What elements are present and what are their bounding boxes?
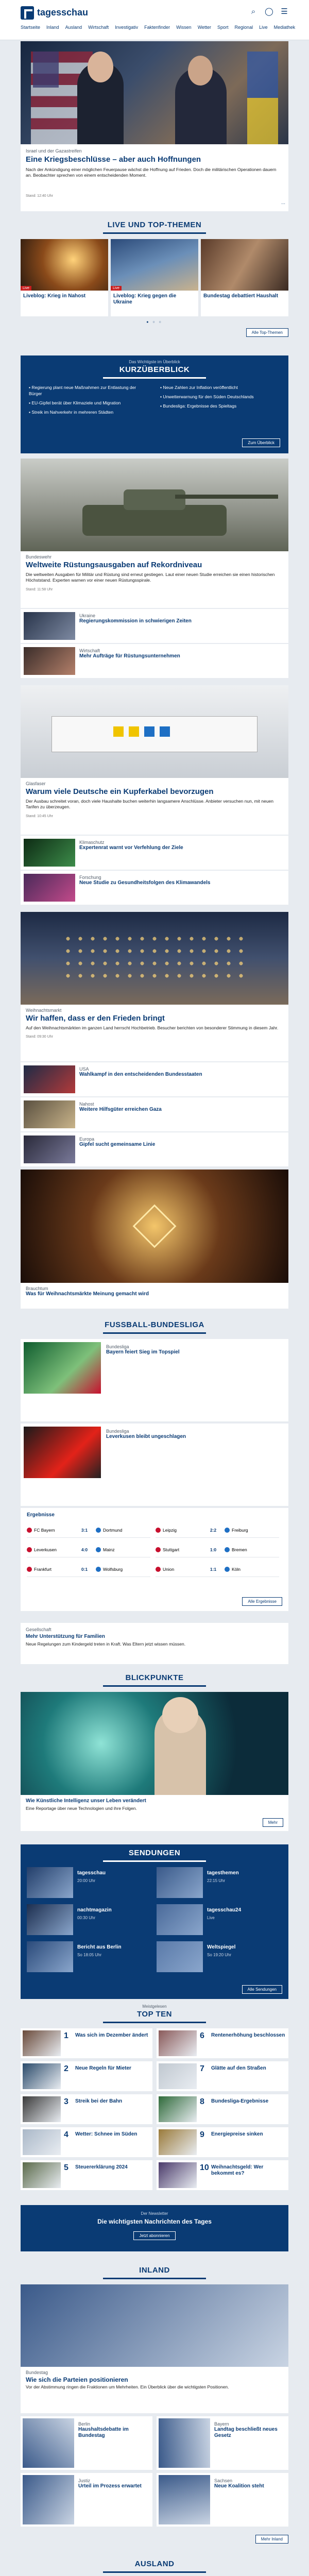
nav-item[interactable]: Sport xyxy=(217,25,229,30)
away-team: Bremen xyxy=(232,1547,247,1552)
ausland-heading: AUSLAND xyxy=(103,2555,206,2573)
blickpunkte-section xyxy=(21,1669,288,1839)
brief-col-right xyxy=(160,385,281,410)
topten-title: Rentenerhöhung beschlossen xyxy=(211,2032,285,2038)
brief-item[interactable]: ▪ Streik im Nahverkehr in mehreren Städten xyxy=(29,409,114,415)
topten-item[interactable] xyxy=(21,2160,152,2190)
topten-image xyxy=(159,2063,197,2089)
sendung-image xyxy=(27,1941,73,1972)
topten-rank: 6 xyxy=(200,2031,204,2040)
net-text: Der Ausbau schreitet voran, doch viele Haushalte buchen weiterhin langsamere Anschlüsse. Anbieter versuchen nun, mit neuen Tarifen zu überzeugen. xyxy=(26,799,274,810)
sub-topline: Justiz xyxy=(78,2478,91,2483)
topten-rank: 7 xyxy=(200,2064,204,2073)
sub-image xyxy=(23,2418,74,2468)
away-team: Wolfsburg xyxy=(103,1566,123,1572)
sendung-item[interactable] xyxy=(157,1941,282,1974)
live-title[interactable]: Liveblog: Krieg gegen die Ukraine xyxy=(113,293,177,305)
christmas-teaser[interactable] xyxy=(21,912,288,1061)
topten-image xyxy=(23,2129,61,2155)
blickpunkt-title[interactable]: Wie Künstliche Intelligenz unser Leben verändert xyxy=(26,1798,146,1804)
topten-item[interactable] xyxy=(21,2127,152,2157)
club-icon xyxy=(96,1547,101,1552)
hero-teaser[interactable] xyxy=(21,41,288,211)
topten-image xyxy=(23,2162,61,2188)
sendung-name: Weltspiegel xyxy=(207,1944,236,1950)
sendung-name: tagesschau24 xyxy=(207,1907,242,1913)
nav-item[interactable]: Startseite xyxy=(21,25,41,30)
result-row[interactable] xyxy=(156,1562,279,1577)
hero-topline: Israel und der Gazastreifen xyxy=(26,148,82,154)
topten-title: Neue Regeln für Mieter xyxy=(75,2065,131,2071)
club-icon xyxy=(27,1547,32,1552)
topten-title: Wetter: Schnee im Süden xyxy=(75,2131,138,2137)
away-team: Mainz xyxy=(103,1547,115,1552)
nav-item[interactable]: Wirtschaft xyxy=(88,25,109,30)
inland-sub-teaser[interactable] xyxy=(21,2473,152,2527)
mil-sub-teaser[interactable] xyxy=(21,644,288,678)
nav-item[interactable]: Live xyxy=(259,25,268,30)
sendung-image xyxy=(157,1941,203,1972)
newsletter-box xyxy=(21,2205,288,2251)
sub-topline: Nahost xyxy=(79,1101,94,1107)
brief-item[interactable]: ▪ Neue Zahlen zur Inflation veröffentlicht xyxy=(160,385,238,390)
football-section xyxy=(21,1316,288,1620)
inland-heading: INLAND xyxy=(103,2262,206,2279)
xmas-title[interactable]: Wir haffen, dass er den Frieden bringt xyxy=(26,1014,165,1023)
net-sub-teaser[interactable] xyxy=(21,871,288,905)
net-sub-teaser[interactable] xyxy=(21,836,288,870)
home-team: Frankfurt xyxy=(34,1566,52,1572)
sub-image xyxy=(159,2475,210,2524)
live-image xyxy=(111,239,198,291)
xmas-big-teaser[interactable] xyxy=(21,1170,288,1309)
net-sub-image xyxy=(24,839,75,867)
sendungen-button[interactable]: Alle Sendungen xyxy=(242,1985,283,1994)
football-image xyxy=(24,1342,101,1394)
topten-item[interactable] xyxy=(21,2094,152,2124)
away-team: Dortmund xyxy=(103,1527,123,1533)
score: 4:0 xyxy=(81,1547,88,1552)
logo-text: tagesschau xyxy=(37,7,89,18)
topten-image xyxy=(159,2129,197,2155)
live-heading: LIVE UND TOP-THEMEN xyxy=(103,216,206,234)
topten-item[interactable] xyxy=(21,2028,152,2058)
main-nav xyxy=(21,25,296,30)
topten-image xyxy=(159,2162,197,2188)
hero-image xyxy=(21,41,288,144)
score: 0:1 xyxy=(81,1566,88,1572)
result-row[interactable] xyxy=(27,1522,150,1538)
home-team: Stuttgart xyxy=(163,1547,180,1552)
router-image xyxy=(21,685,288,778)
football-title[interactable]: Leverkusen bleibt ungeschlagen xyxy=(106,1434,186,1439)
live-badge: Live xyxy=(111,286,122,291)
inland-sub-teaser[interactable] xyxy=(157,2473,288,2527)
sendung-time: So 19:20 Uhr xyxy=(207,1953,232,1957)
home-team: Leverkusen xyxy=(34,1547,57,1552)
sendung-name: tagesschau xyxy=(77,1870,106,1876)
score: 2:2 xyxy=(210,1527,217,1533)
topten-image xyxy=(23,2030,61,2056)
site-logo[interactable] xyxy=(21,6,88,20)
net-topline: Glasfaser xyxy=(26,781,46,786)
live-item[interactable] xyxy=(201,239,288,316)
club-icon xyxy=(96,1567,101,1572)
carousel-dots[interactable]: ● ○ ○ xyxy=(146,320,163,324)
topten-item[interactable] xyxy=(157,2127,288,2157)
brief-col-left xyxy=(29,385,150,416)
military-teaser[interactable] xyxy=(21,459,288,608)
nav-item[interactable]: Wetter xyxy=(197,25,212,30)
mil-topline: Bundeswehr xyxy=(26,554,52,560)
newsletter-title: Die wichtigsten Nachrichten des Tages xyxy=(97,2218,212,2225)
network-teaser[interactable] xyxy=(21,685,288,835)
brief-topline: Das Wichtigste im Überblick xyxy=(129,360,180,364)
home-team: FC Bayern xyxy=(34,1527,55,1533)
sendung-name: tagesthemen xyxy=(207,1870,239,1876)
family-topline: Gesellschaft xyxy=(26,1627,52,1632)
football-heading: FUSSBALL-BUNDESLIGA xyxy=(103,1316,206,1334)
sendung-time: So 18:05 Uhr xyxy=(77,1953,102,1957)
topten-title: Bundesliga-Ergebnisse xyxy=(211,2098,269,2104)
ausland-section xyxy=(21,2555,288,2576)
sendung-image xyxy=(157,1904,203,1935)
sendung-item[interactable] xyxy=(27,1904,152,1937)
sendung-time: Live xyxy=(207,1916,215,1920)
topten-title: Was sich im Dezember ändert xyxy=(75,2032,148,2038)
football-topline: Bundesliga xyxy=(106,1429,129,1434)
share-icon[interactable]: ⋯ xyxy=(281,201,285,206)
away-team: Köln xyxy=(232,1566,241,1572)
topten-image xyxy=(23,2063,61,2089)
results-table xyxy=(21,1508,288,1611)
xmas-sub-image xyxy=(24,1136,75,1163)
club-icon xyxy=(96,1528,101,1533)
sub-title[interactable]: Neue Koalition steht xyxy=(214,2483,264,2489)
brief-item[interactable]: ▪ Bundesliga: Ergebnisse des Spieltags xyxy=(160,403,237,409)
sub-topline: Europa xyxy=(79,1137,95,1142)
xmas-sub-image xyxy=(24,1065,75,1093)
sendung-item[interactable] xyxy=(27,1867,152,1900)
all-results-button[interactable]: Alle Ergebnisse xyxy=(242,1597,282,1606)
live-item[interactable] xyxy=(21,239,108,316)
mil-text: Die weltweiten Ausgaben für Militär und Rüstung sind erneut gestiegen. Laut einer neuen Studie erreichen sie einen historischen Höchststand. Experten warnen vor einer neuen Rüstungsspirale. xyxy=(26,572,275,583)
sendung-image xyxy=(27,1904,73,1935)
topten-rank: 10 xyxy=(200,2163,209,2172)
search-icon[interactable]: ⌕ xyxy=(251,7,256,16)
nav-item[interactable]: Mediathek xyxy=(273,25,296,30)
family-title[interactable]: Mehr Unterstützung für Familien xyxy=(26,1634,105,1639)
blickpunkt-text: Eine Reportage über neue Technologien und ihre Folgen. xyxy=(26,1806,137,1811)
sub-topline: Klimaschutz xyxy=(79,840,105,845)
net-time: Stand: 10:45 Uhr xyxy=(26,814,53,818)
sub-title[interactable]: Expertenrat warnt vor Verfehlung der Ziele xyxy=(79,845,183,851)
newsletter-topline: Der Newsletter xyxy=(141,2211,168,2216)
brief-heading: KURZÜBERBLICK xyxy=(103,364,206,379)
topten-rank: 5 xyxy=(64,2163,68,2172)
brief-item[interactable]: ▪ Unwetterwarnung für den Süden Deutschlands xyxy=(160,394,254,399)
topten-rank: 1 xyxy=(64,2031,68,2040)
lead-text: Vor der Abstimmung ringen die Fraktionen um Mehrheiten. Ein Überblick über die wichtigsten Positionen. xyxy=(26,2384,229,2390)
topten-title: Energiepreise sinken xyxy=(211,2131,263,2137)
hero-time: Stand: 12:40 Uhr xyxy=(26,194,53,198)
tank-image xyxy=(21,459,288,551)
blickpunkt-image xyxy=(21,1692,288,1795)
sendung-name: Bericht aus Berlin xyxy=(77,1944,122,1950)
football-image xyxy=(24,1427,101,1478)
brief-button[interactable]: Zum Überblick xyxy=(242,438,280,447)
blickpunkt-teaser[interactable] xyxy=(21,1692,288,1831)
topten-rank: 8 xyxy=(200,2097,204,2106)
blickpunkte-heading: BLICKPUNKTE xyxy=(103,1669,206,1687)
sub-image xyxy=(23,2475,74,2524)
nav-item[interactable]: Inland xyxy=(46,25,59,30)
hero-title[interactable]: Eine Kriegsbeschlüsse – aber auch Hoffnungen xyxy=(26,155,201,164)
sub-image xyxy=(159,2418,210,2468)
sendung-name: nachtmagazin xyxy=(77,1907,112,1913)
live-title[interactable]: Bundestag debattiert Haushalt xyxy=(203,293,279,299)
topten-rank: 2 xyxy=(64,2064,68,2073)
xmas-sub-teaser[interactable] xyxy=(21,1132,288,1166)
topten-image xyxy=(159,2030,197,2056)
sub-title[interactable]: Urteil im Prozess erwartet xyxy=(78,2483,142,2489)
net-sub-image xyxy=(24,874,75,902)
xmas-text: Auf den Weihnachtsmärkten im ganzen Land herrscht Hochbetrieb. Besucher berichten von besonderer Stimmung in diesem Jahr. xyxy=(26,1025,279,1030)
net-title[interactable]: Warum viele Deutsche ein Kupferkabel bevorzugen xyxy=(26,787,214,796)
club-icon xyxy=(225,1547,230,1552)
xmas-sub-image xyxy=(24,1100,75,1128)
topten-rank: 4 xyxy=(64,2130,68,2139)
xmas-sub-teaser[interactable] xyxy=(21,1062,288,1096)
sub-title[interactable]: Gipfel sucht gemeinsame Linie xyxy=(79,1142,156,1147)
club-icon xyxy=(225,1567,230,1572)
score: 1:1 xyxy=(210,1566,217,1572)
topten-item[interactable] xyxy=(157,2160,288,2190)
topten-item[interactable] xyxy=(157,2061,288,2091)
mil-sub-image xyxy=(24,647,75,675)
mil-sub-teaser[interactable] xyxy=(21,609,288,643)
sendung-time: 00:30 Uhr xyxy=(77,1916,96,1920)
inland-lead[interactable] xyxy=(21,2284,288,2413)
topten-item[interactable] xyxy=(157,2094,288,2124)
inland-section xyxy=(21,2262,288,2550)
inland-sub-teaser[interactable] xyxy=(157,2416,288,2470)
blickpunkt-button[interactable]: Mehr xyxy=(263,1818,283,1827)
lead-title[interactable]: Wie sich die Parteien positionieren xyxy=(26,2376,128,2383)
football-item[interactable] xyxy=(21,1339,288,1421)
club-icon xyxy=(27,1567,32,1572)
user-icon[interactable]: ◯ xyxy=(265,7,273,16)
lead-topline: Bundestag xyxy=(26,2370,48,2375)
xmas-sub-teaser[interactable] xyxy=(21,1097,288,1131)
live-image xyxy=(21,239,108,291)
home-team: Leipzig xyxy=(163,1527,177,1533)
all-topics-button[interactable]: Alle Top-Themen xyxy=(246,328,288,337)
xmas-big-image xyxy=(21,1170,288,1283)
site-header xyxy=(0,0,309,40)
nav-item[interactable]: Faktenfinder xyxy=(144,25,170,30)
result-row[interactable] xyxy=(156,1522,279,1538)
mil-time: Stand: 11:58 Uhr xyxy=(26,587,53,591)
newsletter-button[interactable]: Jetzt abonnieren xyxy=(133,2231,175,2240)
xmas-time: Stand: 09:30 Uhr xyxy=(26,1035,53,1039)
topten-title: Weihnachtsgeld: Wer bekommt es? xyxy=(211,2164,264,2176)
sub-title[interactable]: Mehr Aufträge für Rüstungsunternehmen xyxy=(79,653,180,659)
big-topline: Brauchtum xyxy=(26,1286,48,1291)
nav-item[interactable]: Investigativ xyxy=(115,25,139,30)
live-section xyxy=(21,216,288,355)
nav-item[interactable]: Wissen xyxy=(176,25,192,30)
live-image xyxy=(201,239,288,291)
market-image xyxy=(21,912,288,1005)
topten-section xyxy=(21,2004,288,2200)
sub-topline: Bayern xyxy=(214,2421,229,2427)
sub-title[interactable]: Wahlkampf in den entscheidenden Bundesstaaten xyxy=(79,1072,202,1077)
mil-sub-image xyxy=(24,612,75,640)
brief-item[interactable]: ▪ Regierung plant neue Maßnahmen zur Entlastung der Bürger xyxy=(29,385,136,396)
sendung-time: 20:00 Uhr xyxy=(77,1878,96,1883)
sub-topline: Forschung xyxy=(79,875,101,880)
sendung-item[interactable] xyxy=(157,1867,282,1900)
away-team: Freiburg xyxy=(232,1527,248,1533)
topten-image xyxy=(159,2096,197,2122)
topten-heading: TOP TEN xyxy=(103,2009,206,2023)
family-text: Neue Regelungen zum Kindergeld treten in Kraft. Was Eltern jetzt wissen müssen. xyxy=(26,1641,186,1647)
club-icon xyxy=(156,1547,161,1552)
result-row[interactable] xyxy=(27,1542,150,1557)
topten-title: Streik bei der Bahn xyxy=(75,2098,123,2104)
sub-title[interactable]: Weitere Hilfsgüter erreichen Gaza xyxy=(79,1107,162,1112)
topten-item[interactable] xyxy=(21,2061,152,2091)
sendung-item[interactable] xyxy=(157,1904,282,1937)
club-icon xyxy=(156,1567,161,1572)
sub-topline: Ukraine xyxy=(79,613,96,618)
big-title[interactable]: Was für Weihnachtsmärkte Meinung gemacht wird xyxy=(26,1291,149,1297)
sub-title[interactable]: Haushaltsdebatte im Bundestag xyxy=(78,2427,129,2438)
sendung-image xyxy=(157,1867,203,1898)
sub-title[interactable]: Landtag beschließt neues Gesetz xyxy=(214,2427,278,2438)
mil-title[interactable]: Weltweite Rüstungsausgaben auf Rekordniveau xyxy=(26,561,202,569)
topten-title: Steuererklärung 2024 xyxy=(75,2164,128,2170)
score: 1:0 xyxy=(210,1547,217,1552)
club-icon xyxy=(27,1528,32,1533)
home-team: Union xyxy=(163,1566,175,1572)
club-icon xyxy=(225,1528,230,1533)
club-icon xyxy=(156,1528,161,1533)
live-title[interactable]: Liveblog: Krieg in Nahost xyxy=(23,293,86,299)
live-badge: Live xyxy=(21,286,31,291)
family-teaser[interactable] xyxy=(21,1623,288,1664)
sendung-image xyxy=(27,1867,73,1898)
sub-topline: Berlin xyxy=(78,2421,91,2427)
topten-item[interactable] xyxy=(157,2028,288,2058)
topten-image xyxy=(23,2096,61,2122)
football-topline: Bundesliga xyxy=(106,1344,129,1349)
result-row[interactable] xyxy=(156,1542,279,1557)
menu-icon[interactable]: ☰ xyxy=(281,7,288,16)
sub-topline: Wirtschaft xyxy=(79,648,100,653)
topten-topline: Meistgelesen xyxy=(142,2004,167,2009)
inland-more-button[interactable]: Mehr Inland xyxy=(255,2535,288,2544)
sub-title[interactable]: Neue Studie zu Gesundheitsfolgen des Klimawandels xyxy=(79,880,211,886)
football-item[interactable] xyxy=(21,1423,288,1506)
sendung-item[interactable] xyxy=(27,1941,152,1974)
topten-title: Glätte auf den Straßen xyxy=(211,2065,266,2071)
live-item[interactable] xyxy=(111,239,198,316)
score: 3:1 xyxy=(81,1527,88,1533)
sendungen-heading: SENDUNGEN xyxy=(103,1844,206,1862)
xmas-topline: Weihnachtsmarkt xyxy=(26,1008,62,1013)
nav-item[interactable]: Regional xyxy=(234,25,253,30)
sendungen-section xyxy=(21,1844,288,1999)
sub-topline: Sachsen xyxy=(214,2478,233,2483)
inland-lead-image xyxy=(21,2284,288,2367)
hero-text: Nach der Ankündigung einer möglichen Feuerpause wächst die Hoffnung auf Frieden. Doch die militärischen Operationen dauern an. Beobachter sprechen von einem entscheidenden Moment. xyxy=(26,167,277,178)
sub-topline: USA xyxy=(79,1066,89,1072)
logo-icon xyxy=(21,6,34,20)
sendung-time: 22:15 Uhr xyxy=(207,1878,226,1883)
sub-title[interactable]: Regierungskommission in schwierigen Zeiten xyxy=(79,618,192,624)
results-title: Ergebnisse xyxy=(27,1512,55,1518)
topten-rank: 9 xyxy=(200,2130,204,2139)
inland-sub-teaser[interactable] xyxy=(21,2416,152,2470)
football-title[interactable]: Bayern feiert Sieg im Topspiel xyxy=(106,1349,180,1355)
nav-item[interactable]: Ausland xyxy=(65,25,82,30)
topten-rank: 3 xyxy=(64,2097,68,2106)
brief-section xyxy=(21,355,288,453)
header-icons xyxy=(242,7,288,16)
brief-item[interactable]: ▪ EU-Gipfel berät über Klimaziele und Migration xyxy=(29,400,121,405)
result-row[interactable] xyxy=(27,1562,150,1577)
